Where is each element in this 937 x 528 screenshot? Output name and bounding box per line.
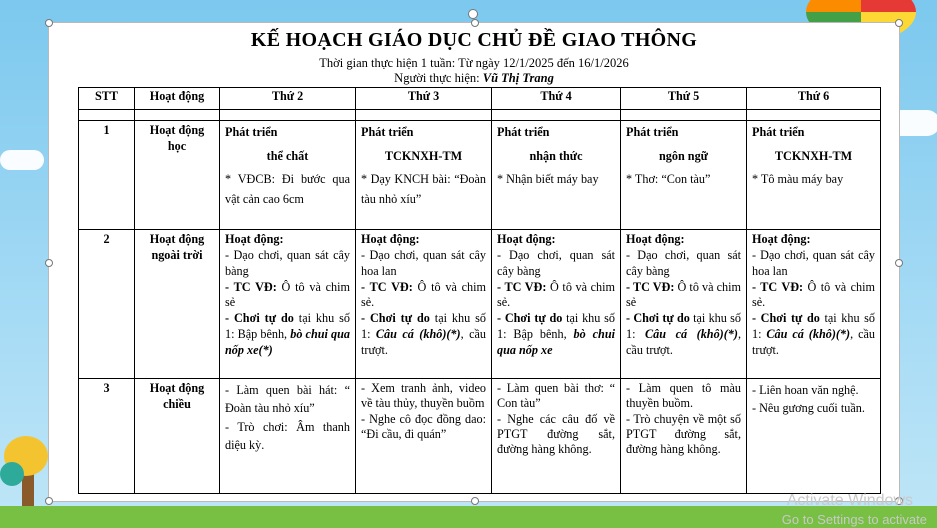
content-line: - Dạo chơi, quan sát cây hoa lan (752, 247, 875, 278)
table-row (79, 121, 881, 230)
day-cell (220, 121, 356, 230)
content-line: - TC VĐ: Ô tô và chim sẻ. (497, 279, 615, 310)
person-label: Người thực hiện: (394, 71, 483, 85)
rotate-handle[interactable] (468, 9, 478, 19)
document-page[interactable] (48, 22, 900, 502)
content-line: - TC VĐ: Ô tô và chim sẻ. (752, 279, 875, 310)
content-line: - Nghe các câu đố về PTGT đường sắt, đường hàng không. (497, 411, 615, 456)
header-mon: Thứ 2 (220, 88, 356, 110)
content-line: - Chơi tự do tại khu số 1: Bập bênh, bò chui qua nốp xe(*) (225, 311, 350, 358)
subject-line: ngôn ngữ (659, 148, 708, 163)
content-line: - TC VĐ: Ô tô và chim sẻ (225, 279, 351, 310)
resize-handle[interactable] (471, 497, 479, 505)
content-line: - Chơi tự do tại khu số 1: Câu cá (khô)(*), cầu trượt. (626, 311, 741, 358)
content-line: - Dạo chơi, quan sát cây bàng (225, 247, 350, 278)
header-tue: Thứ 3 (356, 88, 492, 110)
content-line: - Dạo chơi, quan sát cây bàng (497, 247, 615, 278)
content-line: - Chơi tự do tại khu số 1: Bập bênh, bò chui qua nốp xe (497, 311, 615, 358)
activity-cell: Hoạt động ngoài trời (135, 230, 220, 379)
content-line: - Trò chơi: Âm thanh diệu kỳ. (225, 419, 350, 452)
content-line: * Thơ: “Con tàu” (626, 172, 711, 187)
document-title: KẾ HOẠCH GIÁO DỤC CHỦ ĐỀ GIAO THÔNG (250, 29, 698, 51)
day-cell (356, 121, 492, 230)
table-header-row (79, 88, 881, 110)
resize-handle[interactable] (45, 497, 53, 505)
day-cell (492, 379, 621, 494)
activation-watermark: Activate Windows (786, 492, 913, 509)
content-line: - Dạo chơi, quan sát cây hoa lan (361, 247, 486, 278)
header-thu: Thứ 5 (621, 88, 747, 110)
content-line: - Xem tranh ảnh, video về tàu thủy, thuyền buồm (361, 381, 486, 411)
stt-cell: 1 (79, 121, 135, 230)
day-cell (492, 230, 621, 379)
content-line: * Tô màu máy bay (752, 172, 844, 187)
content-line: - TC VĐ: Ô tô và chim sẻ. (361, 279, 487, 310)
content-head: Hoạt động: (497, 232, 556, 246)
person-name: Vũ Thị Trang (482, 71, 554, 85)
content-line: * Nhận biết máy bay (497, 172, 599, 187)
resize-handle[interactable] (895, 19, 903, 27)
day-cell (621, 230, 747, 379)
day-cell (492, 121, 621, 230)
day-cell (220, 230, 356, 379)
day-cell (747, 230, 881, 379)
content-line: - Nghe cô đọc đồng dao: “Đi cầu, đi quán” (361, 411, 486, 441)
person-line (49, 71, 899, 86)
content-line: - Làm quen bài hát: “ Đoàn tàu nhỏ xíu” (225, 383, 350, 416)
content-line: * Dạy KNCH bài: “Đoàn tàu nhỏ xíu” (361, 172, 486, 206)
resize-handle[interactable] (895, 259, 903, 267)
day-cell (356, 230, 492, 379)
subject-line: thể chất (266, 148, 309, 163)
resize-handle[interactable] (45, 19, 53, 27)
plan-table (78, 87, 881, 494)
content-line: - Trò chuyện về một số PTGT đường sắt, đường hàng không. (626, 411, 741, 456)
subject-line: TCKNXH-TM (384, 148, 463, 163)
table-row (79, 230, 881, 379)
content-line: - TC VĐ: Ô tô và chim sẻ (626, 279, 741, 310)
spacer-row (79, 110, 881, 121)
content-line: - Chơi tự do tại khu số 1: Câu cá (khô)(*), cầu trượt. (752, 311, 875, 358)
content-line: - Liên hoan văn nghệ. (752, 383, 859, 397)
content-line: - Dạo chơi, quan sát cây bàng (626, 247, 741, 278)
resize-handle[interactable] (45, 259, 53, 267)
subject-line: Phát triển (752, 125, 805, 139)
subject-line: Phát triển (626, 125, 679, 139)
content-head: Hoạt động: (752, 232, 811, 246)
day-cell (621, 379, 747, 494)
subject-line: Phát triển (497, 125, 550, 139)
tree-decoration (0, 462, 24, 486)
stt-cell: 2 (79, 230, 135, 379)
table-row (79, 379, 881, 494)
cloud-decoration (0, 150, 44, 170)
subject-line: TCKNXH-TM (774, 148, 853, 163)
subject-line: Phát triển (361, 125, 414, 139)
activation-watermark-sub: Go to Settings to activate (781, 512, 927, 527)
day-cell (220, 379, 356, 494)
content-head: Hoạt động: (361, 232, 420, 246)
content-line: - Làm quen bài thơ: “ Con tàu” (497, 381, 615, 411)
header-stt: STT (79, 88, 135, 110)
content-line: - Chơi tự do tại khu số 1: Câu cá (khô)(*), cầu trượt. (361, 311, 486, 358)
content-line: - Làm quen tô màu thuyền buồm. (626, 381, 741, 411)
day-cell (356, 379, 492, 494)
day-cell (747, 121, 881, 230)
content-line: - Nêu gương cuối tuần. (752, 401, 865, 416)
time-line: Thời gian thực hiện 1 tuần: Từ ngày 12/1/2025 đến 16/1/2026 (319, 56, 629, 70)
subject-line: nhận thức (529, 148, 583, 163)
header-fri: Thứ 6 (747, 88, 881, 110)
content-head: Hoạt động: (225, 232, 284, 246)
resize-handle[interactable] (471, 19, 479, 27)
day-cell (747, 379, 881, 494)
header-wed: Thứ 4 (492, 88, 621, 110)
activity-cell: Hoạt động học (135, 121, 220, 230)
day-cell (621, 121, 747, 230)
content-head: Hoạt động: (626, 232, 685, 246)
content-line: * VĐCB: Đi bước qua vật cản cao 6cm (225, 172, 350, 206)
stt-cell: 3 (79, 379, 135, 494)
subject-line: Phát triển (225, 125, 278, 139)
header-activity: Hoạt động (135, 88, 220, 110)
activity-cell: Hoạt động chiều (135, 379, 220, 494)
